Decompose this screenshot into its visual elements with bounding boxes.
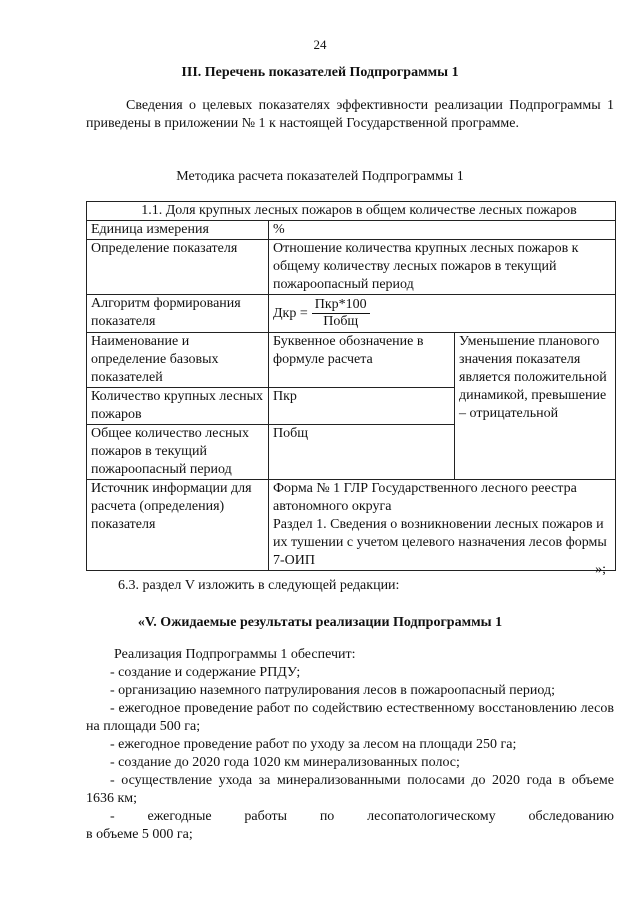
table-row <box>87 240 616 295</box>
list-item: - ежегодное проведение работ по уходу за лесом на площади 250 га; <box>110 737 517 752</box>
results-list <box>86 646 614 844</box>
closing-quote: »; <box>595 562 606 577</box>
section-title: III. Перечень показателей Подпрограммы 1 <box>181 65 459 80</box>
source-label: Источник информации для расчета (определения) показателя <box>87 480 269 571</box>
edit-instruction: 6.3. раздел V изложить в следующей редакции: <box>118 578 400 593</box>
indicator-table <box>86 201 616 571</box>
source-value-line: Форма № 1 ГЛР Государственного лесного реестра автономного округа <box>273 481 577 514</box>
definition-value: Отношение количества крупных лесных пожаров к общему количеству лесных пожаров в текущий пожароопасный период <box>269 240 616 295</box>
unit-value: % <box>269 221 616 240</box>
unit-label: Единица измерения <box>87 221 269 240</box>
list-item: - создание до 2020 года 1020 км минерализованных полос; <box>110 755 460 770</box>
list-item: - ежегодное проведение работ по содействию естественному восстановлению лесов на площади 500 га; <box>86 701 614 734</box>
list-item: - осуществление ухода за минерализованными полосами до 2020 года в объеме 1636 км; <box>86 773 614 806</box>
formula-cell <box>269 295 616 333</box>
formula <box>273 297 370 330</box>
table-header: 1.1. Доля крупных лесных пожаров в общем количестве лесных пожаров <box>87 202 616 221</box>
list-item-continuation: в объеме 5 000 га; <box>86 827 193 842</box>
section-v-title: «V. Ожидаемые результаты реализации Подпрограммы 1 <box>137 615 503 630</box>
table-row <box>87 480 616 571</box>
symbol-label: Буквенное обозначение в формуле расчета <box>269 333 455 388</box>
table-row <box>87 333 616 388</box>
row-large-fires-name: Количество крупных лесных пожаров <box>87 388 269 425</box>
formula-lhs: Дкр = <box>273 305 308 321</box>
trend-note: Уменьшение планового значения показателя является положительной динамикой, превышение – отрицательной <box>455 333 616 480</box>
page-number: 24 <box>313 37 327 52</box>
base-indicators-label: Наименование и определение базовых показателей <box>87 333 269 388</box>
list-item: - создание и содержание РПДУ; <box>110 665 301 680</box>
intro-paragraph: Сведения о целевых показателях эффективности реализации Подпрограммы 1 приведены в приложении № 1 к настоящей Государственной программе. <box>86 98 614 131</box>
table-row <box>87 295 616 333</box>
formula-fraction <box>312 297 370 330</box>
definition-label: Определение показателя <box>87 240 269 295</box>
list-item: - организацию наземного патрулирования лесов в пожароопасный период; <box>110 683 555 698</box>
algorithm-label: Алгоритм формирования показателя <box>87 295 269 333</box>
row-large-fires-symbol: Пкр <box>269 388 455 425</box>
methodology-title: Методика расчета показателей Подпрограммы 1 <box>176 169 464 184</box>
formula-denominator: Побщ <box>323 314 359 329</box>
formula-numerator: Пкр*100 <box>312 297 370 314</box>
row-total-fires-name: Общее количество лесных пожаров в текущий пожароопасный период <box>87 425 269 480</box>
table-row <box>87 221 616 240</box>
list-item: - ежегодные работы по лесопатологическому обследованию <box>110 809 614 824</box>
table-row <box>87 202 616 221</box>
results-lead: Реализация Подпрограммы 1 обеспечит: <box>114 647 356 662</box>
source-value-line: Раздел 1. Сведения о возникновении лесных пожаров и их тушении с учетом целевого назначения лесов формы 7-ОИП <box>273 517 607 568</box>
source-value <box>269 480 616 571</box>
row-total-fires-symbol: Побщ <box>269 425 455 480</box>
